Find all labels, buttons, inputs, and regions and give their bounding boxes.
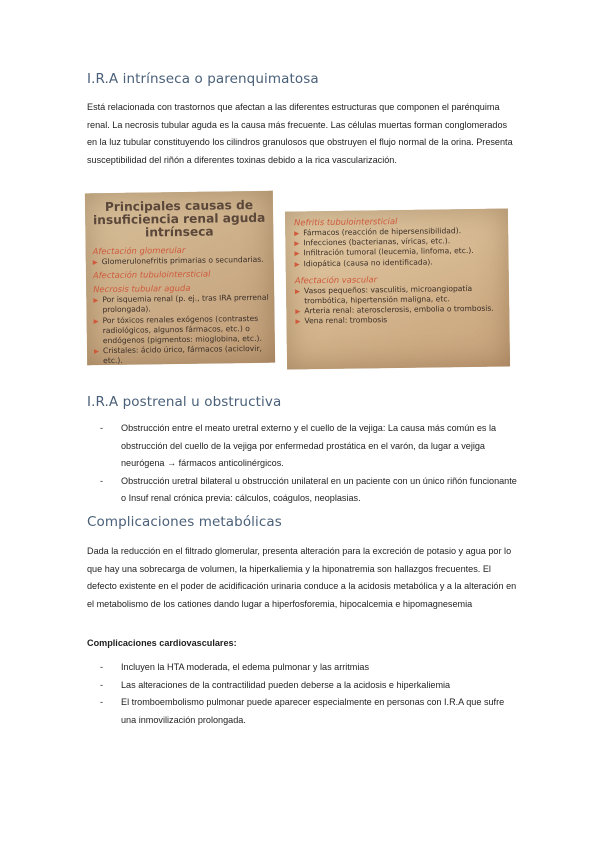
photo-left-group-label: Necrosis tubular aguda xyxy=(93,283,191,295)
triangle-bullet-icon: ▶ xyxy=(295,317,301,326)
section-heading-intrinseca: I.R.A intrínseca o parenquimatosa xyxy=(87,71,319,87)
table-photo-left xyxy=(85,191,275,366)
photo-right-item: ▶ Vasos pequeños: vasculitis, microangiopatía trombótica, hipertensión maligna, etc. xyxy=(294,283,473,306)
list-item: - Obstrucción entre el meato uretral externo y el cuello de la vejiga: La causa más común es la obstrucción del cuello de la vejiga por enfermedad prostática en el varón, da lugar a vejiga neurógena → fármacos anticolinérgicos. xyxy=(100,423,497,468)
triangle-bullet-icon: ▶ xyxy=(295,307,301,316)
postrenal-list xyxy=(100,420,520,508)
cardiovascular-list xyxy=(100,659,520,729)
photo-left-item: ▶ Cristales: ácido úrico, fármacos (aciclovir, etc.). xyxy=(93,344,262,366)
list-item: - El tromboembolismo pulmonar puede aparecer especialmente en personas con I.R.A que sufre una inmovilización prolongada. xyxy=(100,697,505,725)
photo-left-item: ▶ Glomerulonefritis primarias o secundarias. xyxy=(92,254,264,267)
triangle-bullet-icon: ▶ xyxy=(294,287,301,296)
list-item: - Incluyen la HTA moderada, el edema pulmonar y las arritmias xyxy=(100,662,369,672)
photo-right-item: ▶ Infiltración tumoral (leucemia, linfoma, etc.). xyxy=(294,246,474,258)
photo-left-item: ▶ Por isquemia renal (p. ej., tras IRA prerrenal prolongada). xyxy=(93,292,269,315)
photo-left-item: ▶ Por tóxicos renales exógenos (contrastes radiológicos, algunos fármacos, etc.) o endógenos (pigmentos: mioglobina, etc.). xyxy=(93,313,262,346)
section-heading-postrenal: I.R.A postrenal u obstructiva xyxy=(87,394,282,410)
photo-left-group-label: Afectación tubulointersticial xyxy=(92,268,211,281)
triangle-bullet-icon: ▶ xyxy=(294,229,300,238)
complicaciones-paragraph: Dada la reducción en el filtrado glomerular, presenta alteración para la excreción de potasio y agua por lo que hay una sobrecarga de volumen, la hiperkaliemia y la hiponatremia son hallazgos frecuentes. El defecto existente en el poder de acidificación urinaria conduce a la acidosis metabólica y a la alteración en el metabolismo de los cationes dando lugar a hiperfosforemia, hipocalcemia e hipomagnesemia xyxy=(87,546,517,609)
triangle-bullet-icon: ▶ xyxy=(93,316,99,325)
triangle-bullet-icon: ▶ xyxy=(294,249,300,258)
photo-right-item: ▶ Fármacos (reacción de hipersensibilidad). xyxy=(294,226,462,238)
photo-left-group-label: Afectación glomerular xyxy=(92,244,186,257)
list-item: - Las alteraciones de la contractilidad pueden deberse a la acidosis e hiperkaliemia xyxy=(100,679,451,690)
photo-right-item: ▶ Idiopática (causa no identificada). xyxy=(294,257,433,269)
subheading-cardiovasculares: Complicaciones cardiovasculares: xyxy=(87,638,237,648)
intrinseca-paragraph: Está relacionada con trastornos que afectan a las diferentes estructuras que componen el parénquima renal. La necrosis tubular aguda es la causa más frecuente. Las células muertas forman conglomerados en la luz tubular constituyendo los cilindros granulosos que obstruyen el flujo normal de la orina. Presenta susceptibilidad del riñón a diferentes toxinas debido a la rica vascularización. xyxy=(87,102,513,165)
triangle-bullet-icon: ▶ xyxy=(93,296,99,305)
photo-right-item: ▶ Infecciones (bacterianas, víricas, etc.). xyxy=(294,236,451,248)
section-heading-complicaciones: Complicaciones metabólicas xyxy=(87,514,282,530)
triangle-bullet-icon: ▶ xyxy=(294,259,300,269)
triangle-bullet-icon: ▶ xyxy=(93,347,100,356)
photo-left-title: Principales causas de insuficiencia renal aguda intrínseca xyxy=(92,197,266,240)
list-item: - Obstrucción uretral bilateral u obstrucción unilateral en un paciente con un único riñón funcionante o Insuf renal crónica previa: cálculos, coágulos, neoplasias. xyxy=(100,475,517,503)
photo-right-item: ▶ Arteria renal: aterosclerosis, embolia o trombosis. xyxy=(295,303,494,316)
photo-right-group-label: Nefritis tubulointersticial xyxy=(293,215,398,228)
photo-right-item: ▶ Vena renal: trombosis xyxy=(295,315,388,326)
photo-right-group-label: Afectación vascular xyxy=(294,274,378,286)
triangle-bullet-icon: ▶ xyxy=(294,239,300,248)
table-photo-right xyxy=(285,208,510,369)
triangle-bullet-icon: ▶ xyxy=(92,258,98,267)
